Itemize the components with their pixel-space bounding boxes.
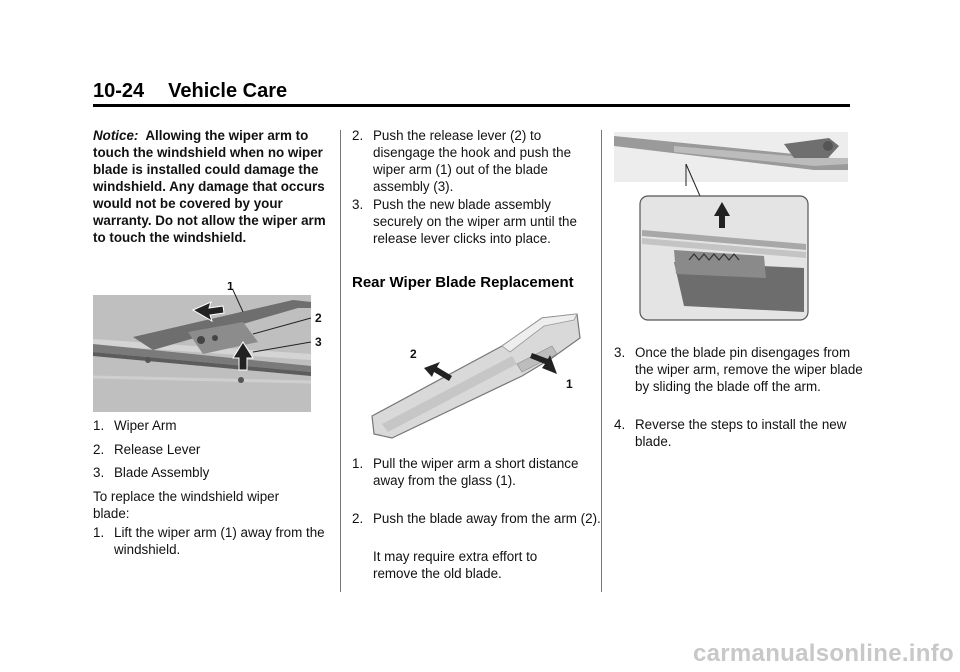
page-header [93,80,287,103]
step-number: 2. [352,128,364,143]
wiper-arm-figure [93,282,333,412]
step-number: 1. [93,525,105,540]
callout-2: 2 [315,311,322,325]
rear-blade-detail-figure [614,128,850,324]
legend-item-3 [93,464,356,481]
watermark: carmanualsonline.info [692,640,954,667]
callout-1: 1 [566,377,573,391]
section-title: Vehicle Care [168,80,288,102]
header-rule [93,104,850,107]
legend-number: 1. [93,418,105,433]
legend-text: Wiper Arm [114,418,177,433]
rear-step-3 [614,344,867,395]
step-number: 3. [352,197,364,212]
legend-item-2 [93,441,356,458]
step-text: Push the release lever (2) to disengage the hook and push the wiper arm (1) out of the blade assembly (3). [373,128,572,194]
wiper-arm-illustration [93,282,333,412]
legend-text: Blade Assembly [114,465,210,480]
step-text: Push the blade away from the arm (2). [373,511,601,526]
notice-text: Allowing the wiper arm to touch the windshield when no wiper blade is installed could damage the windshield. Any damage that occurs would not be covered by your warranty. Do not allow the wiper arm to touch the windshield. [93,128,326,245]
step-1 [93,524,356,558]
step-2 [352,127,603,195]
notice-label: Notice: [93,128,139,143]
rear-step-1 [352,455,603,489]
legend-item-1 [93,417,356,434]
legend-number: 3. [93,465,105,480]
legend-number: 2. [93,442,105,457]
step-text: Lift the wiper arm (1) away from the windshield. [114,525,325,557]
column-divider-1 [340,130,341,592]
rear-blade-detail-illustration [614,128,850,324]
rear-wiper-illustration [352,306,592,448]
step-3 [352,196,603,247]
step-text: Pull the wiper arm a short distance away from the glass (1). [373,456,579,488]
step-number: 2. [352,511,364,526]
step-number: 3. [614,345,626,360]
legend-text: Release Lever [114,442,201,457]
step-text: Reverse the steps to install the new blade. [635,417,847,449]
callout-2: 2 [410,347,417,361]
step-number: 4. [614,417,626,432]
subheading-rear-wiper: Rear Wiper Blade Replacement [352,274,574,291]
page-number: 10-24 [93,80,145,102]
step-text: Once the blade pin disengages from the wiper arm, remove the wiper blade by sliding the blade off the arm. [635,345,863,394]
rear-note: It may require extra effort to remove the old blade. [373,549,538,581]
callout-3: 3 [315,335,322,349]
step-text: Push the new blade assembly securely on the wiper arm until the release lever clicks into place. [373,197,577,246]
step-number: 1. [352,456,364,471]
callout-1: 1 [227,282,234,293]
intro-paragraph: To replace the windshield wiper blade: [93,489,280,521]
notice-block [93,127,335,246]
rear-wiper-figure [352,306,592,448]
rear-step-2 [352,510,603,527]
rear-step-4 [614,416,867,450]
